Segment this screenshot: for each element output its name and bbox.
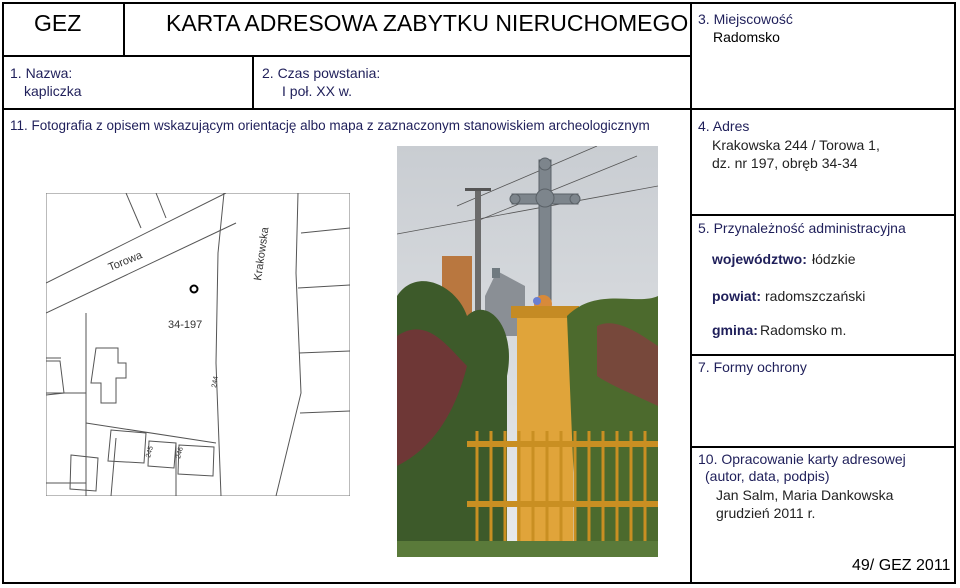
prepared-date: grudzień 2011 r. <box>716 505 816 521</box>
commune-label: gmina: <box>712 322 758 338</box>
prepared-by-sublabel: (autor, data, podpis) <box>705 468 830 484</box>
house-number-244: 244 <box>211 375 220 389</box>
address-label: 4. Adres <box>698 118 750 134</box>
protection-label: 7. Formy ochrony <box>698 359 807 375</box>
authors: Jan Salm, Maria Dankowska <box>716 487 894 503</box>
county-value: radomszczański <box>765 288 866 304</box>
locality-value: Radomsko <box>713 29 780 45</box>
address-line1: Krakowska 244 / Torowa 1, <box>712 137 880 153</box>
date-value: I poł. XX w. <box>282 83 353 99</box>
divider <box>252 57 254 109</box>
address-line2: dz. nr 197, obręb 34-34 <box>712 155 858 171</box>
card-code: GEZ <box>34 10 82 36</box>
street-label-torowa: Torowa <box>106 249 145 274</box>
shrine-photo <box>397 146 658 557</box>
date-label: 2. Czas powstania: <box>262 65 381 81</box>
voivodeship-label: województwo: <box>712 251 807 267</box>
card-title: KARTA ADRESOWA ZABYTKU NIERUCHOMEGO <box>166 10 689 36</box>
county-label: powiat: <box>712 288 761 304</box>
admin-label: 5. Przynależność administracyjna <box>698 220 906 236</box>
commune-value: Radomsko m. <box>760 322 847 338</box>
name-label: 1. Nazwa: <box>10 65 73 81</box>
divider <box>690 446 956 448</box>
divider <box>2 108 956 110</box>
photo-section-label: 11. Fotografia z opisem wskazującym orientację albo mapa z zaznaczonym stanowiskiem archeologicznym <box>10 118 650 133</box>
house-number-246: 246 <box>175 446 185 460</box>
name-value: kapliczka <box>24 83 82 99</box>
divider <box>690 214 956 216</box>
divider <box>123 2 125 57</box>
street-label-krakowska: Krakowska <box>252 226 272 282</box>
locality-label: 3. Miejscowość <box>698 11 793 27</box>
divider <box>690 354 956 356</box>
divider <box>690 2 692 584</box>
prepared-by-label: 10. Opracowanie karty adresowej <box>698 451 906 467</box>
parcel-label: 34-197 <box>168 319 203 331</box>
card-number: 49/ GEZ 2011 <box>852 557 951 574</box>
voivodeship-value: łódzkie <box>812 251 856 267</box>
cadastral-map <box>46 193 350 496</box>
divider <box>2 55 692 57</box>
house-number-245: 245 <box>145 445 155 459</box>
